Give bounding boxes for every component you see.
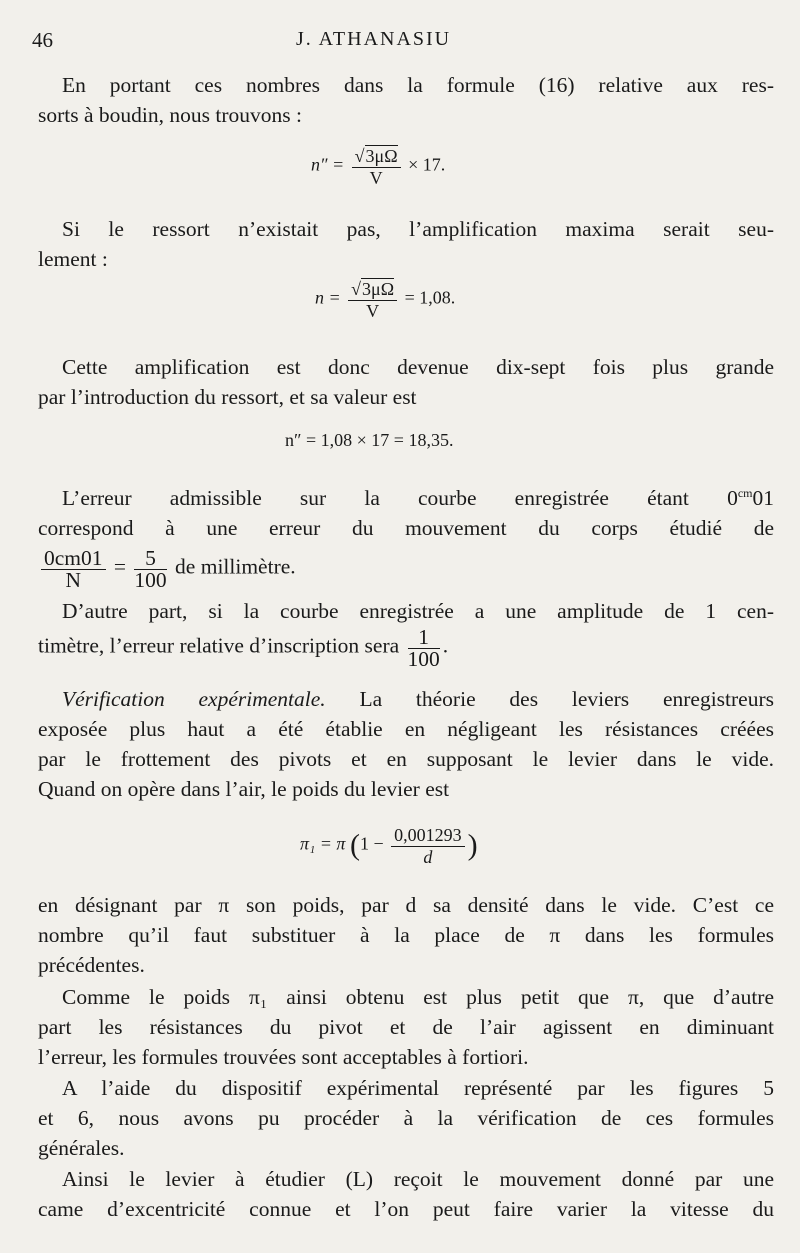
equation-4: π₁ = π (1 − $\frac{0,001293}{d}$ ) — [300, 825, 478, 867]
p5-den: 100 — [407, 647, 440, 671]
text-line: sorts à boudin, nous trouvons : — [38, 103, 302, 127]
eq1-numerator: 3μΩ — [365, 146, 398, 166]
text-line — [38, 626, 774, 669]
p4-value: 01 — [752, 486, 774, 511]
page-number: 46 — [32, 28, 53, 52]
p6-line1-rest: La théorie des leviers enregistreurs — [325, 687, 775, 711]
eq3-text: n″ = 1,08 × 17 = 18,35. — [285, 430, 454, 450]
text-line — [38, 546, 774, 593]
paragraph-7 — [38, 890, 774, 980]
text-line: part les résistances du pivot et de l’air agissent en diminuant — [38, 1015, 774, 1039]
paragraph-9 — [38, 1073, 774, 1163]
paragraph-6 — [38, 684, 774, 804]
text-line: précédentes. — [38, 953, 145, 977]
text-line: exposée plus haut a été établie en négligeant les résistances créées — [38, 717, 774, 741]
p4-frac2-den: 100 — [134, 568, 167, 593]
p4-frac1-num: 0cm01 — [41, 547, 106, 570]
text-line: Comme le poids π₁ ainsi obtenu est plus petit que π, que d’autre — [62, 985, 774, 1009]
paragraph-2 — [38, 214, 774, 274]
paragraph-5 — [38, 596, 774, 669]
eq2-denominator: V — [366, 301, 380, 321]
text-line: lement : — [38, 247, 108, 271]
text-line: correspond à une erreur du mouvement du corps étudié de — [38, 516, 774, 541]
eq4-pre: 1 − — [359, 833, 384, 854]
text-line: l’erreur, les formules trouvées sont acceptables à fortiori. — [38, 1045, 529, 1069]
p4-equals: = — [113, 554, 127, 579]
text-line: générales. — [38, 1136, 125, 1160]
text-line: Cette amplification est donc devenue dix-sept fois plus grande — [62, 355, 774, 379]
p5-line2: timètre, l’erreur relative d’inscription sera — [38, 633, 400, 658]
paragraph-10 — [38, 1164, 774, 1224]
text-line: par l’introduction du ressort, et sa valeur est — [38, 385, 417, 409]
text-line: Si le ressort n’existait pas, l’amplification maxima serait seu- — [62, 217, 774, 241]
p5-fraction — [408, 626, 440, 669]
p5-num: 1 — [408, 626, 440, 649]
p4-fraction-1 — [41, 546, 106, 593]
eq4-den: d — [423, 847, 433, 867]
text-line: Ainsi le levier à étudier (L) reçoit le mouvement donné par une — [62, 1167, 774, 1191]
p4-fraction-2 — [134, 546, 167, 593]
paragraph-3 — [38, 352, 774, 412]
running-title: J. ATHANASIU — [296, 28, 452, 50]
p4-tail: de millimètre. — [175, 554, 296, 579]
text-line: et 6, nous avons pu procéder à la vérification de ces formules — [38, 1106, 774, 1130]
text-line: en désignant par π son poids, par d sa densité dans le vide. C’est ce — [38, 893, 774, 917]
eq2-rhs: = 1,08. — [404, 287, 456, 308]
p4-unit: cm — [737, 486, 753, 500]
equation-1 — [311, 145, 445, 188]
text-line — [38, 684, 774, 714]
eq4-fraction — [391, 824, 465, 867]
eq1-denominator: V — [369, 168, 383, 188]
eq2-numerator: 3μΩ — [362, 279, 395, 299]
eq1-rhs: × 17. — [408, 154, 446, 175]
paragraph-1 — [38, 70, 774, 130]
text-line: par le frottement des pivots et en supposant le levier dans le vide. — [38, 747, 774, 771]
text-line: A l’aide du dispositif expérimental représenté par les figures 5 — [62, 1076, 774, 1100]
text-line: nombre qu’il faut substituer à la place de π dans les formules — [38, 923, 774, 947]
section-heading: Vérification expérimentale. — [62, 687, 326, 711]
eq1-fraction: $\frac{√3\mu\Omega}{V}$ — [352, 145, 401, 188]
equation-3 — [285, 430, 453, 451]
text-line: Quand on opère dans l’air, le poids du levier est — [38, 777, 450, 801]
text-line — [38, 478, 774, 513]
text-line: En portant ces nombres dans la formule (16) relative aux res- — [62, 73, 774, 97]
text-line: came d’excentricité connue et l’on peut faire varier la vitesse du — [38, 1197, 774, 1221]
paragraph-8 — [38, 982, 774, 1072]
paragraph-4 — [38, 478, 774, 593]
eq2-fraction: $\frac{√3\mu\Omega}{V}$ — [348, 278, 397, 321]
p5-end: . — [442, 633, 449, 658]
p4-line1: L’erreur admissible sur la courbe enregistrée étant 0 — [62, 486, 738, 511]
equation-2 — [315, 278, 455, 321]
eq4-lhs: π₁ = π — [300, 833, 346, 854]
page-header — [32, 28, 774, 54]
eq4-num: 0,001293 — [391, 824, 465, 847]
p4-frac1-den: N — [65, 568, 82, 593]
eq1-lhs: n″ = — [311, 154, 345, 175]
text-line: D’autre part, si la courbe enregistrée a une amplitude de 1 cen- — [62, 599, 774, 623]
eq2-lhs: n = — [315, 287, 341, 308]
p4-frac2-num: 5 — [134, 547, 166, 570]
